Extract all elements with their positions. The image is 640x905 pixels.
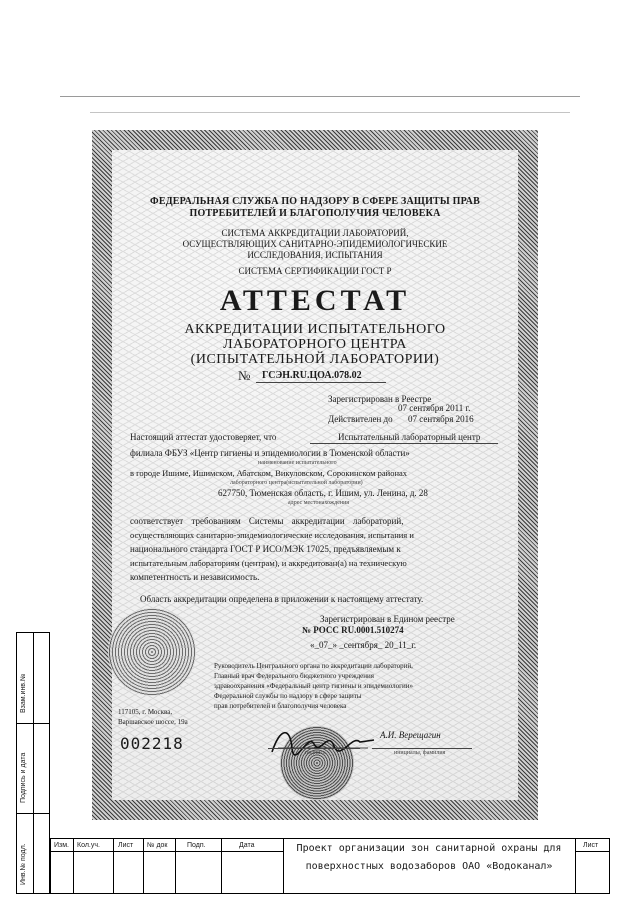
certificate-number: ГСЭН.RU.ЦОА.078.02 [262,370,362,381]
title-block-row-line [51,851,283,852]
registered-label: Зарегистрирован в Реестре [328,394,432,404]
serial-number: 002218 [120,734,184,753]
caption-address: адрес местонахождения [288,500,350,506]
cert-system: СИСТЕМА СЕРТИФИКАЦИИ ГОСТ Р [238,266,392,276]
head-line-4: Федеральной службы по надзору в сфере защиты [214,692,362,700]
valid-label: Действителен до [328,414,393,424]
agency-line-2: ПОТРЕБИТЕЛЕЙ И БЛАГОПОЛУЧИЯ ЧЕЛОВЕКА [189,208,441,219]
col-izm: Изм. [54,842,69,849]
sheet-label: Лист [583,842,599,849]
caption-name: наименование испытательного [258,460,337,466]
head-line-2: Главный врач Федерального бюджетного учреждения [214,672,374,680]
title-block [50,838,610,894]
round-seal-stamp [108,608,196,696]
lab-name-underline [310,443,498,444]
subtitle-line-2: ЛАБОРАТОРНОГО ЦЕНТРА [223,337,407,352]
registered-date: 07 сентября 2011 г. [398,403,471,413]
col-data: Дата [239,842,255,849]
caption-initials: инициалы, фамилия [394,750,446,756]
scan-artifact-line [60,96,580,97]
initials-line [372,748,472,749]
col-koluch: Кол.уч. [77,842,100,849]
signer-name: А.И. Верещагин [380,730,441,740]
title-block-col-line [73,839,74,893]
number-label: № [238,368,251,383]
conformity-line-5: компетентность и независимость. [130,572,260,582]
lab-name-1: Испытательный лабораторный центр [338,432,481,442]
scope-text: Область аккредитации определена в приложении к настоящему аттестату. [140,594,424,604]
issuer-address-1: 117105, г. Москва, [118,708,173,716]
address: 627750, Тюменская область, г. Ишим, ул. Ленина, д. 28 [218,488,428,498]
unified-reg-date: «_07_» _сентября_ 20_11_г. [310,640,417,650]
system-line-2: ОСУЩЕСТВЛЯЮЩИХ САНИТАРНО-ЭПИДЕМИОЛОГИЧЕСКИЕ [182,239,448,249]
head-line-1: Руководитель Центрального органа по аккредитации лабораторий, [214,662,413,670]
system-line-3: ИССЛЕДОВАНИЯ, ИСПЫТАНИЯ [247,250,383,260]
title-block-col-line [575,839,576,893]
col-list: Лист [118,842,134,849]
agency-line-1: ФЕДЕРАЛЬНАЯ СЛУЖБА ПО НАДЗОРУ В СФЕРЕ ЗАЩИТЫ ПРАВ [150,196,480,207]
stamp-label-replacement: Взам.инв.№ [20,673,27,713]
project-title-line-1: Проект организации зон санитарной охраны для [296,843,562,854]
signature-line [268,748,360,749]
conformity-line-3: национального стандарта ГОСТ Р ИСО/МЭК 17025, предъявляемым к [130,544,401,554]
conformity-line-4: испытательным лабораториям (центрам), и аккредитован(а) на техническую [130,558,407,568]
head-line-5: прав потребителей и благополучия человека [214,702,347,710]
number-underline [256,382,386,383]
left-stamp-column [16,632,50,894]
body-intro: Настоящий аттестат удостоверяет, что [130,432,277,442]
head-line-3: здравоохранения «Федеральный центр гигиены и эпидемиологии» [214,682,413,690]
stamp-label-signature: Подпись и дата [20,752,27,803]
title-block-col-line [113,839,114,893]
caption-lab: лабораторного центра(испытательной лаборатории) [230,480,363,486]
conformity-line-2: осуществляющих санитарно-эпидемиологические исследования, испытания и [130,530,414,540]
unified-reg-number: № РОСС RU.0001.510274 [302,625,404,635]
stamp-column-divider [33,633,34,893]
lab-name-3: в городе Ишиме, Ишимском, Абатском, Викуловском, Сорокинском районах [130,468,408,478]
subtitle-line-3: (ИСПЫТАТЕЛЬНОЙ ЛАБОРАТОРИИ) [190,352,440,367]
col-podp: Подп. [187,842,206,849]
valid-date: 07 сентября 2016 [408,414,474,424]
stamp-label-inventory: Инв.№ подл. [20,843,27,885]
issuer-address-2: Варшавское шоссе, 19а [118,718,188,726]
col-ndok: № док [147,842,168,849]
conformity-line-1: соответствует требованиям Системы аккредитации лабораторий, [130,516,404,526]
project-title-line-2: поверхностных водозаборов ОАО «Водоканал» [305,861,553,872]
scan-artifact-line [90,112,570,113]
unified-reg-label: Зарегистрирован в Едином реестре [320,614,455,624]
signature-graphic [268,722,378,762]
title-block-col-line [221,839,222,893]
caption-signature: подпись [305,750,326,756]
lab-name-2: филиала ФБУЗ «Центр гигиены и эпидемиологии в Тюменской области» [130,448,410,458]
title-block-col-line [143,839,144,893]
subtitle-line-1: АККРЕДИТАЦИИ ИСПЫТАТЕЛЬНОГО [184,322,446,337]
system-line-1: СИСТЕМА АККРЕДИТАЦИИ ЛАБОРАТОРИЙ, [221,228,409,238]
certificate-title: АТТЕСТАТ [219,284,411,317]
title-block-sheet-line [575,851,609,852]
title-block-col-line [175,839,176,893]
